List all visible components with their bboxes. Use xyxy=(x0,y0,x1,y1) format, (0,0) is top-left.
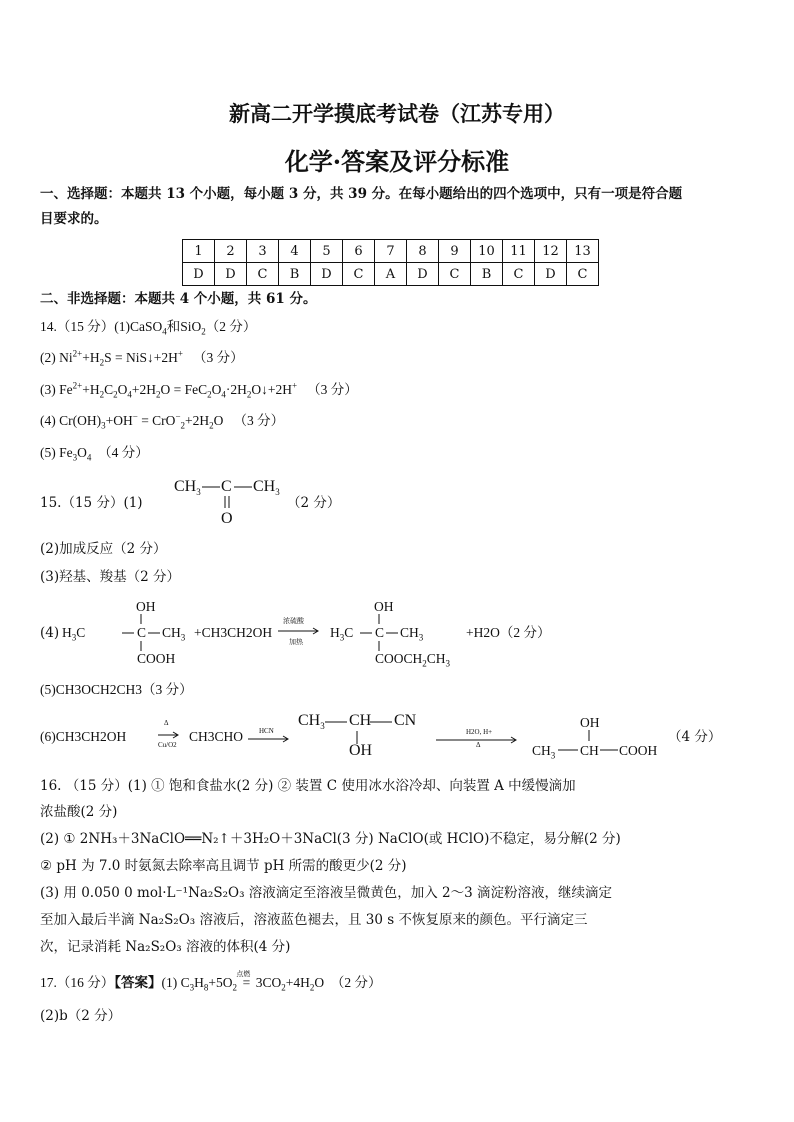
q15-part6-start: (6)CH3CH2OH xyxy=(40,729,127,744)
question-number: 5 xyxy=(311,240,343,263)
catalyst-top: 浓硫酸 xyxy=(283,617,304,625)
section1-instructions-line2: 目要求的。 xyxy=(40,211,108,227)
q15-part4-label: (4) xyxy=(40,625,60,641)
q16-line3: (2) ① 2NH₃＋3NaClO══N₂↑＋3H₂O＋3NaCl(3 分) NaClO(或 HClO)不稳定，易分解(2 分) xyxy=(40,831,621,847)
q15-part1-score: （2 分） xyxy=(287,495,341,511)
catalyst-bottom: 加热 xyxy=(289,638,303,646)
ester-ch3: $CH_3$ xyxy=(400,625,424,643)
question-number: 9 xyxy=(439,240,471,263)
question-number: 13 xyxy=(567,240,599,263)
ethanol-reagent: +CH3CH2OH xyxy=(194,625,273,640)
condition1-bottom: Cu/O2 xyxy=(158,741,177,749)
ester-bonds xyxy=(330,612,420,654)
q16-line1: 16. （15 分）(1) ① 饱和食盐水(2 分) ② 装置 C 使用冰水浴冷却、向装置 A 中缓慢滴加 xyxy=(40,778,576,794)
acetone-oxygen: O xyxy=(221,510,233,527)
lactic-acid-central-carbon: C xyxy=(137,625,147,640)
answer-cell: D xyxy=(183,263,215,286)
cyanohydrin-oh: OH xyxy=(349,742,373,759)
q15-part5: (5)CH3OCH2CH3（3 分） xyxy=(40,682,193,697)
ester-h3c: $H_3C$ xyxy=(330,625,354,643)
lactic-acid-oh: OH xyxy=(136,599,156,614)
q17-part1: 17.（16 分）【答案】(1) $C_3H_8+5O_2$ 点燃 = $3CO_2+4H_2O$ （2 分） xyxy=(40,974,382,992)
question-number: 12 xyxy=(535,240,567,263)
ester-group: $COOCH_2CH_3$ xyxy=(375,651,451,669)
condition2-top: HCN xyxy=(259,727,274,735)
q15-part2: (2)加成反应（2 分） xyxy=(40,541,167,557)
q15-part1-label: 15.（15 分）(1) xyxy=(40,495,143,511)
condition1-top: Δ xyxy=(164,719,169,727)
answer-cell: D xyxy=(215,263,247,286)
q15-part6-score: （4 分） xyxy=(668,729,722,745)
answer-cell: B xyxy=(471,263,503,286)
answer-cell: D xyxy=(311,263,343,286)
question-number: 6 xyxy=(343,240,375,263)
answer-table xyxy=(182,239,599,286)
acetaldehyde: CH3CHO xyxy=(189,729,244,744)
section2-heading: 二、非选择题：本题共 4 个小题，共 61 分。 xyxy=(40,291,317,307)
answer-cell: D xyxy=(535,263,567,286)
lactic-acid-bonds xyxy=(92,612,182,654)
acetone-carbon: C xyxy=(221,478,232,495)
section1-instructions-line1: 一、选择题：本题共 13 个小题，每小题 3 分，共 39 分。在每小题给出的四个选项中，只有一项是符合题 xyxy=(40,186,683,202)
answer-cell: C xyxy=(247,263,279,286)
answer-cell: C xyxy=(343,263,375,286)
answer-table-number-row xyxy=(183,240,599,263)
q14-part3: (3) $Fe^{2+}+H_2C_2O_4+2H_2O$ = $FeC_2O_4\cdot 2H_2O↓+2H^+$ （3 分） xyxy=(40,380,358,400)
lactic-product-ch: CH xyxy=(580,743,599,758)
q16-line5: (3) 用 0.050 0 mol·L⁻¹Na₂S₂O₃ 溶液滴定至溶液呈微黄色，加入 2～3 滴淀粉溶液，继续滴定 xyxy=(40,885,613,901)
answer-cell: C xyxy=(503,263,535,286)
question-number: 8 xyxy=(407,240,439,263)
lactic-product-cooh: COOH xyxy=(619,743,658,758)
q15-part3: (3)羟基、羧基（2 分） xyxy=(40,569,181,585)
q14-part2: (2) $Ni^{2+}+H_2S$ = NiS↓+2H+ （3 分） xyxy=(40,348,244,368)
q17-part2: (2)b（2 分） xyxy=(40,1008,122,1024)
acetone-ch3-right: $CH_3$ xyxy=(253,478,280,498)
q16-line4: ② pH 为 7.0 时氨氮去除率高且调节 pH 所需的酸更少(2 分) xyxy=(40,858,407,874)
lactic-acid-h3c: $H_3C$ xyxy=(62,625,86,643)
cyanohydrin-ch: CH xyxy=(349,712,372,729)
answer-cell: C xyxy=(567,263,599,286)
question-number: 10 xyxy=(471,240,503,263)
answer-cell: B xyxy=(279,263,311,286)
exam-subtitle: 化学·答案及评分标准 xyxy=(284,147,510,176)
reaction-arrow-3 xyxy=(248,735,292,743)
ignite-condition: 点燃 xyxy=(236,970,251,978)
reaction-arrow-2 xyxy=(158,731,182,739)
lactic-acid-ch3: $CH_3$ xyxy=(162,625,186,643)
acetone-bonds xyxy=(200,475,295,525)
question-number: 1 xyxy=(183,240,215,263)
cyanohydrin-cn: CN xyxy=(394,712,417,729)
question-number: 3 xyxy=(247,240,279,263)
q14-part4: (4) $Cr(OH)_3+OH^- = CrO^-_2+2H_2O$ （3 分） xyxy=(40,411,285,431)
q16-line6: 至加入最后半滴 Na₂S₂O₃ 溶液后，溶液蓝色褪去，且 30 s 不恢复原来的颜色。平行滴定三 xyxy=(40,912,588,928)
q14-part1: 14.（15 分）(1)CaSO$_4$和SiO$_2$（2 分） xyxy=(40,319,257,337)
question-number: 2 xyxy=(215,240,247,263)
q14-part5: (5) $Fe_3O_4$ （4 分） xyxy=(40,445,149,463)
water-product-score: +H2O（2 分） xyxy=(466,625,551,640)
answer-cell: C xyxy=(439,263,471,286)
exam-title: 新高二开学摸底考试卷（江苏专用） xyxy=(229,101,565,126)
q16-line7: 次，记录消耗 Na₂S₂O₃ 溶液的体积(4 分) xyxy=(40,939,291,955)
answer-table-answer-row xyxy=(183,263,599,286)
q16-line2: 浓盐酸(2 分) xyxy=(40,804,118,820)
condition3-top: H2O, H+ xyxy=(466,728,493,736)
answer-cell: A xyxy=(375,263,407,286)
reaction-arrow-1 xyxy=(278,627,322,635)
condition3-bottom: Δ xyxy=(476,741,481,749)
acetone-ch3-left: $CH_3$ xyxy=(174,478,201,498)
ester-central-carbon: C xyxy=(375,625,385,640)
lactic-product-ch3: $CH_3$ xyxy=(532,743,556,761)
cyanohydrin-bonds xyxy=(320,712,400,748)
question-number: 7 xyxy=(375,240,407,263)
lactic-product-bonds xyxy=(550,728,625,752)
question-number: 4 xyxy=(279,240,311,263)
ester-oh: OH xyxy=(374,599,394,614)
lactic-product-oh: OH xyxy=(580,715,600,730)
question-number: 11 xyxy=(503,240,535,263)
cyanohydrin-ch3: $CH_3$ xyxy=(298,712,325,732)
lactic-acid-cooh: COOH xyxy=(137,651,176,666)
answer-cell: D xyxy=(407,263,439,286)
